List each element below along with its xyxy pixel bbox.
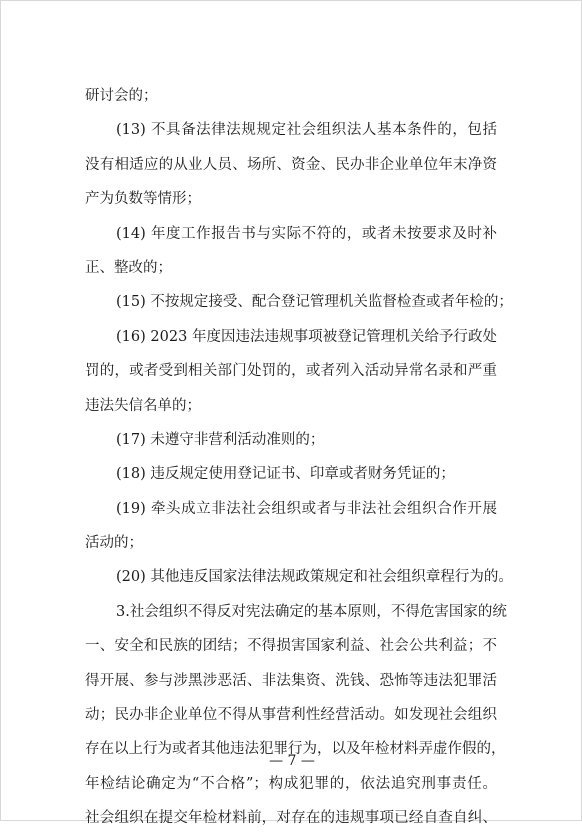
text-line: (20) 其他违反国家法律法规政策规定和社会组织章程行为的。: [116, 569, 513, 586]
text-line: (16) 2023 年度因违法违规事项被登记管理机关给予行政处: [116, 328, 497, 345]
text-line: 活动的；: [85, 535, 143, 552]
text-line: (15) 不按规定接受、配合登记管理机关监督检查或者年检的；: [116, 294, 513, 311]
text-line: 研讨会的；: [85, 88, 158, 104]
text-line: 年检结论确定为“不合格”；构成犯罪的，依法追究刑事责任。: [85, 775, 497, 792]
text-line: 产为负数等情形；: [85, 191, 201, 208]
text-line: 动；民办非企业单位不得从事营利性经营活动。如发现社会组织: [85, 707, 497, 724]
text-line: 罚的，或者受到相关部门处罚的，或者列入活动异常名录和严重: [85, 363, 497, 380]
text-line: 一、安全和民族的团结；不得损害国家利益、社会公共利益；不: [85, 638, 497, 655]
text-line: (18) 违反规定使用登记证书、印章或者财务凭证的；: [116, 466, 455, 483]
text-line: 没有相适应的从业人员、场所、资金、民办非企业单位年末净资: [85, 156, 497, 173]
text-line: (14) 年度工作报告书与实际不符的，或者未按要求及时补: [116, 225, 497, 242]
text-line: 违法失信名单的；: [85, 397, 201, 414]
document-body: [85, 79, 513, 836]
text-line: 正、整改的；: [85, 259, 172, 276]
text-line: 存在以上行为或者其他违法犯罪行为，以及年检材料弄虚作假的，: [85, 741, 506, 758]
text-line: 得开展、参与涉黑涉恶活、非法集资、洗钱、恐怖等违法犯罪活: [85, 672, 497, 689]
text-line: (17) 未遵守非营利活动准则的；: [116, 431, 325, 448]
text-line: 社会组织在提交年检材料前，对存在的违规事项已经自查自纠、: [85, 810, 497, 827]
text-line: 3.社会组织不得反对宪法确定的基本原则，不得危害国家的统: [116, 603, 507, 620]
text-line: (19) 牵头成立非法社会组织或者与非法社会组织合作开展: [116, 500, 497, 517]
page-number: — 7 —: [269, 753, 315, 769]
text-line: (13) 不具备法律法规规定社会组织法人基本条件的，包括: [116, 122, 497, 139]
